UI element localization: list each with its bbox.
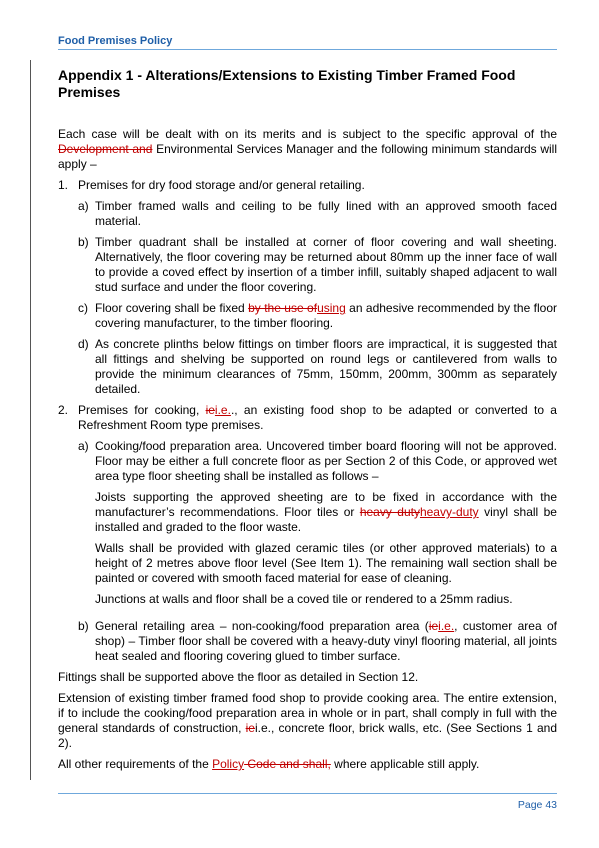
sub-label: a) (78, 199, 89, 213)
paragraph (95, 490, 557, 535)
sub-text: As concrete plinths below fittings on timber floors are impractical, it is suggested that all fittings and shelving be supported on round legs or cantilevered from walls to provide the minimum clearances of 75mm, 150mm, 200mm, 300mm as separately detailed. (95, 337, 557, 396)
text-run: Extension of existing timber framed food shop to provide cooking area. The entire extension, if to include the cooking/food preparation area in whole or in part, shall comply in full with the general standards of construction, (58, 691, 557, 735)
list-number: 2. (58, 403, 69, 417)
text-run: , customer area of shop) – Timber floor shall be covered with a heavy-duty vinyl flooring material, all joints heat sealed and flooring covering glued to timber surface. (95, 619, 557, 663)
deleted-text: ie (245, 721, 255, 735)
footer-rule (58, 793, 557, 794)
text-run: ., an existing food shop to be adapted or converted to a Refreshment Room type premises. (78, 403, 557, 432)
deleted-text: ie (205, 403, 215, 417)
inserted-text: heavy-duty (419, 505, 479, 519)
sub-text-block (95, 439, 557, 613)
document-body (58, 62, 557, 778)
header-title: Food Premises Policy (58, 35, 173, 47)
list-text: Premises for dry food storage and/or general retailing. (78, 178, 365, 192)
list-item-2 (58, 403, 557, 433)
sub-item-2b (78, 619, 557, 664)
inserted-text: i.e. (214, 403, 231, 417)
appendix-heading: Appendix 1 - Alterations/Extensions to Existing Timber Framed Food Premises (58, 67, 516, 100)
text-run: All other requirements of the (58, 757, 213, 771)
sub-label: a) (78, 439, 89, 453)
sub-item-1b (78, 235, 557, 295)
inserted-text: using (317, 301, 346, 315)
sub-item-1d (78, 337, 557, 397)
sub-text: Timber framed walls and ceiling to be fully lined with an approved smooth faced material. (95, 199, 557, 228)
change-bar (30, 60, 31, 780)
paragraph: Cooking/food preparation area. Uncovered timber board flooring will not be approved. Floor may be either a full concrete floor as per Section 2 of this Code, or approved wet area type floor sheeting shall be installed as follows – (95, 439, 557, 483)
header-rule (58, 49, 557, 50)
list-item-1 (58, 178, 557, 193)
intro-text-end: Environmental Services Manager and the following minimum standards will apply – (58, 142, 557, 171)
sub-text (95, 619, 557, 664)
sub-item-2a (78, 439, 557, 613)
text-run: vinyl shall be installed and graded to the floor waste. (95, 505, 557, 534)
deleted-text: ie (428, 619, 439, 633)
fittings-paragraph: Fittings shall be supported above the floor as detailed in Section 12. (58, 670, 419, 684)
intro-paragraph (58, 127, 557, 172)
text-run: Premises for cooking, (78, 403, 206, 417)
sub-item-1c (78, 301, 557, 331)
text-run: General retailing area – non-cooking/food preparation area ( (95, 619, 429, 633)
deleted-text: by the use of (248, 301, 318, 315)
inserted-text: Policy (212, 757, 245, 771)
sub-text: Timber quadrant shall be installed at corner of floor covering and wall sheeting. Alternatively, the floor covering may be returned about 80mm up the inner face of wall to provide a coved effect by insertion of a timber infill, suitably shaped adjacent to wall stud surface and under the floor covering. (95, 235, 557, 294)
paragraph: Junctions at walls and floor shall be a coved tile or rendered to a 25mm radius. (95, 592, 513, 606)
sub-label: b) (78, 619, 89, 633)
extension-paragraph (58, 691, 557, 751)
sub-label: c) (78, 301, 88, 315)
sub-item-1a (78, 199, 557, 229)
paragraph: Walls shall be provided with glazed ceramic tiles (or other approved materials) to a height of 2 metres above floor level (See Item 1). The remaining wall section shall be painted or covered with smooth faced material for ease of cleaning. (95, 541, 557, 585)
other-requirements-paragraph (58, 757, 557, 772)
text-run: Joists supporting the approved sheeting are to be fixed in accordance with the manufacturer’s recommendations. Floor tiles or (95, 490, 557, 519)
list-text (78, 403, 557, 433)
deleted-text: heavy duty (359, 505, 420, 519)
text-run: Floor covering shall be fixed (95, 301, 249, 315)
text-run: an adhesive recommended by the floor covering manufacturer, to the timber flooring. (95, 301, 557, 330)
sub-label: d) (78, 337, 89, 351)
inserted-text: i.e. (438, 619, 455, 633)
list-number: 1. (58, 178, 69, 192)
intro-text: Each case will be dealt with on its merits and is subject to the specific approval of the (58, 127, 557, 141)
page-number: Page 43 (517, 799, 557, 811)
sub-label: b) (78, 235, 89, 249)
text-run: where applicable still apply. (330, 757, 480, 771)
deleted-text: Development and (58, 142, 153, 156)
sub-text (95, 301, 557, 331)
text-run: i.e., concrete floor, brick walls, etc. (See Sections 1 and 2). (58, 721, 558, 750)
deleted-text: Code and shall, (244, 757, 331, 771)
